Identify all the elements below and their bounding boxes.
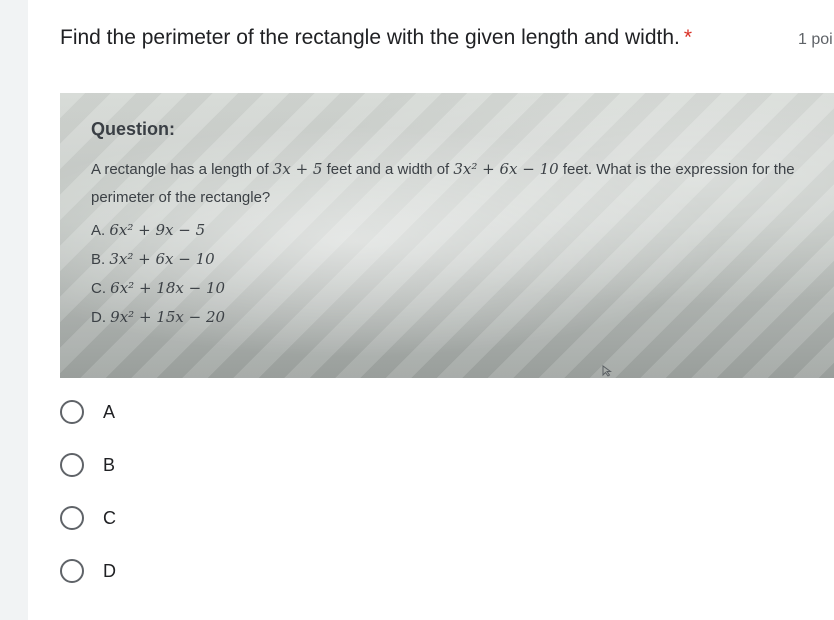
image-question-text [91, 155, 821, 212]
image-choice-a [91, 216, 225, 245]
image-text-part-1: A rectangle has a length of [91, 161, 273, 178]
image-choices-list [91, 216, 225, 332]
width-expression: 3x² + 6x − 10 [453, 160, 559, 178]
required-asterisk: * [683, 26, 693, 49]
image-choice-b [91, 245, 225, 274]
question-image [60, 93, 834, 378]
choice-expression: 6x² + 9x − 5 [109, 221, 206, 239]
choice-letter: A. [91, 222, 106, 239]
question-title-text: Find the perimeter of the rectangle with the given length and width. [60, 26, 680, 49]
choice-expression: 6x² + 18x − 10 [110, 279, 226, 297]
question-title [60, 26, 692, 50]
radio-button-icon[interactable] [60, 506, 84, 530]
option-label: C [103, 507, 116, 528]
radio-button-icon[interactable] [60, 559, 84, 583]
choice-letter: D. [91, 309, 106, 326]
cursor-icon [602, 365, 612, 377]
radio-button-icon[interactable] [60, 400, 84, 424]
option-d[interactable] [60, 556, 260, 586]
choice-expression: 3x² + 6x − 10 [109, 250, 215, 268]
option-label: A [103, 401, 116, 422]
image-text-part-3: feet. What is the expression for the perimeter of the rectangle? [91, 161, 795, 206]
image-text-part-2: feet and a width of [322, 161, 454, 178]
image-choice-d [91, 303, 225, 332]
length-expression: 3x + 5 [272, 160, 323, 178]
points-label: 1 poi [798, 31, 833, 48]
radio-button-icon[interactable] [60, 453, 84, 477]
choice-letter: C. [91, 280, 106, 297]
choice-expression: 9x² + 15x − 20 [110, 308, 226, 326]
image-heading: Question: [91, 119, 175, 139]
choice-letter: B. [91, 251, 106, 268]
option-c[interactable] [60, 503, 260, 533]
image-choice-c [91, 274, 225, 303]
option-b[interactable] [60, 450, 260, 480]
option-label: D [103, 560, 116, 581]
option-a[interactable] [60, 397, 260, 427]
option-label: B [103, 454, 116, 475]
